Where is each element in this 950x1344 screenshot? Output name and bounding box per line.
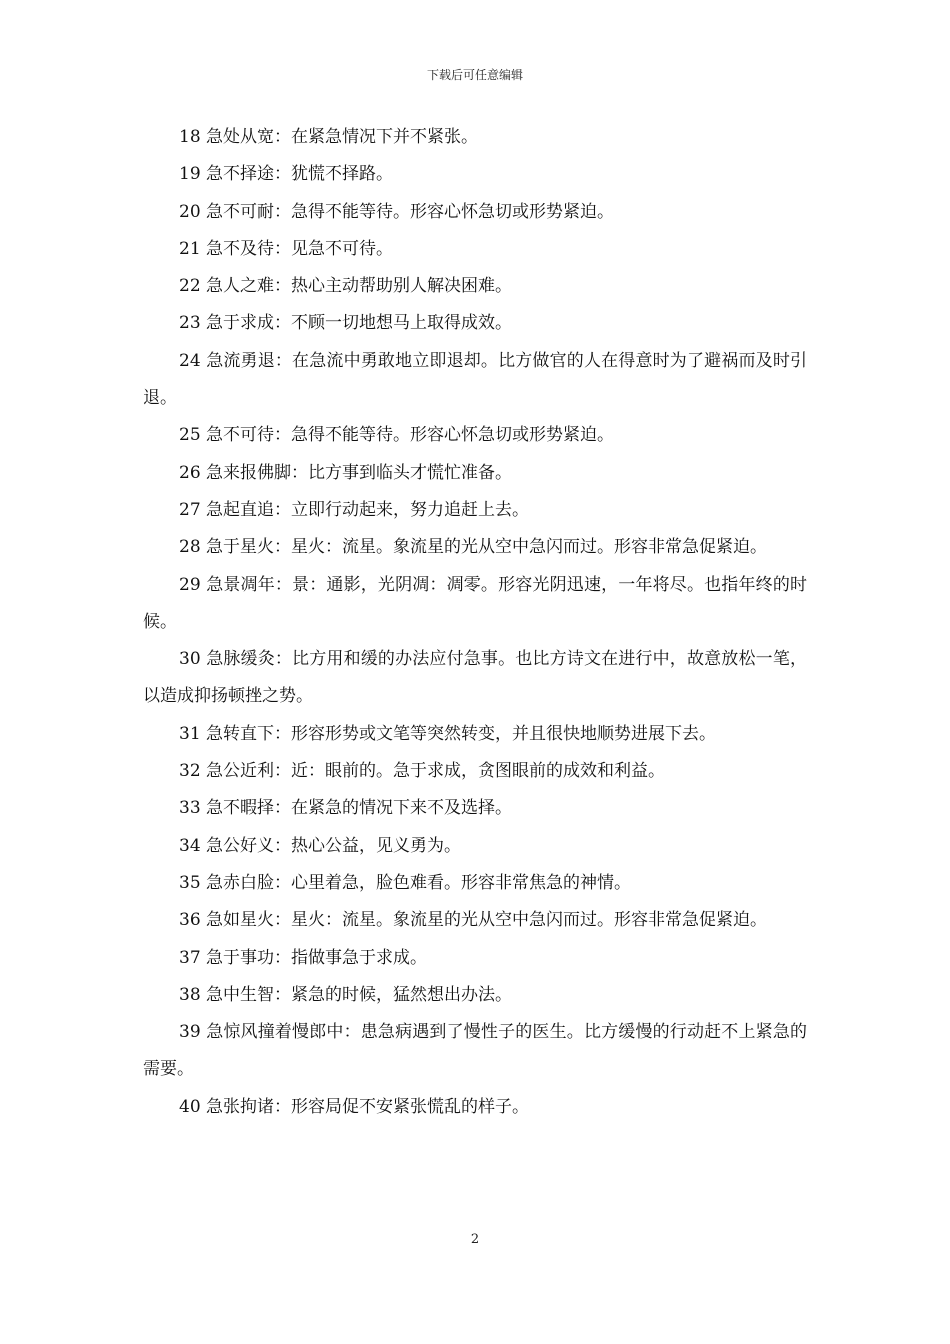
idiom-entry: 37 急于事功：指做事急于求成。 — [179, 947, 428, 968]
idiom-entry: 27 急起直追：立即行动起来，努力追赶上去。 — [179, 499, 530, 520]
idiom-entry: 21 急不及待：见急不可待。 — [179, 238, 394, 259]
idiom-entry: 26 急来报佛脚：比方事到临头才慌忙准备。 — [179, 462, 513, 483]
idiom-entry: 25 急不可待：急得不能等待。形容心怀急切或形势紧迫。 — [179, 425, 615, 446]
idiom-entry: 19 急不择途：犹慌不择路。 — [179, 164, 394, 185]
idiom-entry: 28 急于星火：星火：流星。象流星的光从空中急闪而过。形容非常急促紧迫。 — [179, 537, 768, 558]
idiom-entry: 18 急处从宽：在紧急情况下并不紧张。 — [179, 127, 479, 147]
idiom-entry: 39 急惊风撞着慢郎中：患急病遇到了慢性子的医生。比方缓慢的行动赶不上紧急的需要。 — [143, 1022, 807, 1080]
idiom-entry: 29 急景凋年：景：通影，光阴凋：凋零。形容光阴迅速，一年将尽。也指年终的时候。 — [143, 574, 807, 632]
document-body — [143, 119, 807, 1126]
page-number: 2 — [470, 1232, 480, 1247]
idiom-entry: 22 急人之难：热心主动帮助别人解决困难。 — [179, 276, 513, 297]
page-header: 下载后可任意编辑 — [426, 68, 523, 82]
idiom-entry: 38 急中生智：紧急的时候，猛然想出办法。 — [179, 984, 513, 1005]
idiom-entry: 36 急如星火：星火：流星。象流星的光从空中急闪而过。形容非常急促紧迫。 — [179, 910, 768, 931]
idiom-entry: 33 急不暇择：在紧急的情况下来不及选择。 — [179, 798, 513, 819]
idiom-entry: 40 急张拘诸：形容局促不安紧张慌乱的样子。 — [179, 1096, 530, 1117]
idiom-entry: 32 急公近利：近：眼前的。急于求成，贪图眼前的成效和利益。 — [179, 761, 666, 782]
idiom-entry: 35 急赤白脸：心里着急，脸色难看。形容非常焦急的神情。 — [179, 872, 632, 893]
idiom-entry: 30 急脉缓灸：比方用和缓的办法应付急事。也比方诗文在进行中，故意放松一笔，以造成抑扬顿挫之势。 — [143, 649, 807, 707]
idiom-entry: 24 急流勇退：在急流中勇敢地立即退却。比方做官的人在得意时为了避祸而及时引退。 — [143, 350, 807, 409]
idiom-entry: 34 急公好义：热心公益，见义勇为。 — [179, 835, 462, 856]
idiom-entry: 20 急不可耐：急得不能等待。形容心怀急切或形势紧迫。 — [179, 201, 615, 222]
idiom-entry: 31 急转直下：形容形势或文笔等突然转变，并且很快地顺势进展下去。 — [179, 723, 717, 744]
idiom-entry: 23 急于求成：不顾一切地想马上取得成效。 — [179, 313, 513, 334]
